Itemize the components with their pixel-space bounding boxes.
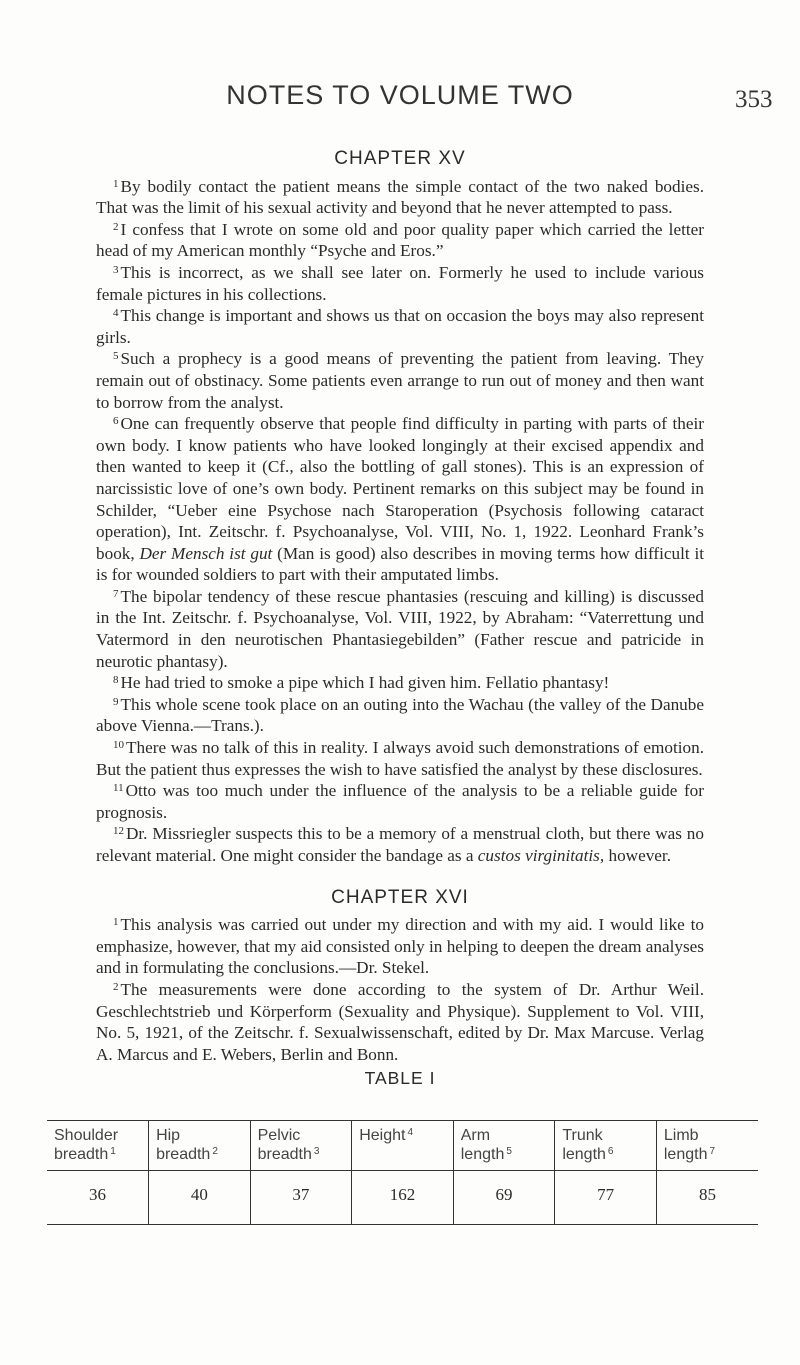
footnote: [96, 823, 704, 866]
footnote: [96, 914, 704, 979]
footnote: [96, 305, 704, 348]
chapter-15-title: CHAPTER XV: [334, 148, 466, 169]
table-cell: 36: [47, 1171, 149, 1225]
footnote-text: This whole scene took place on an outing into the Wachau (the valley of the Danube above Vienna.—Trans.).: [96, 694, 704, 736]
footnote-number: 2: [113, 220, 119, 233]
table-header-cell: Height $^4$: [352, 1121, 454, 1171]
footnote-text: This change is important and shows us that on occasion the boys may also represent girls.: [96, 306, 704, 347]
footnote-text: Such a prophecy is a good means of preventing the patient from leaving. They remain out of obstinacy. Some patients even arrange to run out of money and then want to borrow from the analyst.: [96, 349, 704, 412]
footnote-number: 5: [113, 350, 119, 363]
latin-phrase: custos virginitatis,: [477, 846, 605, 865]
footnote-number: 7: [113, 587, 119, 600]
measurements-table: [47, 1120, 758, 1225]
footnote: [96, 737, 704, 780]
footnote-number: 4: [113, 307, 119, 320]
footnote: [96, 413, 704, 586]
footnote-text: This is incorrect, as we shall see later on. Formerly he used to include various female pictures in his collections.: [96, 262, 704, 304]
footnote-number: 3: [113, 263, 119, 276]
table-cell: 77: [555, 1171, 657, 1225]
table-header-cell: Pelvic breadth $^3$: [250, 1121, 352, 1171]
footnote: [96, 348, 704, 413]
footnote-text: One can frequently observe that people find difficulty in parting with parts of their own body. I know patients who have looked longingly at their excised appendix and then wanted to keep it (Cf., also the bottling of gall stones). This is an expression of narcissistic love of one’s own body. Pertinent remarks on this subject may be found in Schilder, “Ueber eine Psychose nach Staroperation (Psychosis following cataract operation), Int. Zeitschr. f. Psychoanalyse, Vol. VIII, No. 1, 1922. Leonhard Frank’s book,: [96, 414, 704, 563]
footnote-text: By bodily contact the patient means the simple contact of the two naked bodies. That was the limit of his sexual activity and beyond that he never attempted to pass.: [96, 176, 704, 218]
table-header-cell: Trunk length $^6$: [555, 1121, 657, 1171]
footnote-text: Dr. Missriegler suspects this to be a memory of a menstrual cloth, but there was no relevant material. One might consider the bandage as a: [96, 824, 704, 865]
footnote-number: 6: [113, 415, 119, 428]
footnote-text: There was no talk of this in reality. I always avoid such demonstrations of emotion. But the patient thus expresses the wish to have satisfied the analyst by these disclosures.: [96, 738, 704, 779]
footnote-text: The bipolar tendency of these rescue phantasies (rescuing and killing) is discussed in the Int. Zeitschr. f. Psychoanalyse, Vol. VIII, 1922, by Abraham: “Vaterrettung und Vatermord in den neurotischen Phantasiegebilden” (Father rescue and patricide in neurotic phantasy).: [96, 586, 704, 671]
table-header-cell: Shoulder breadth $^1$: [47, 1121, 149, 1171]
footnote-number: 1: [113, 916, 119, 929]
table-cell: 37: [250, 1171, 352, 1225]
footnote-number: 9: [113, 695, 119, 708]
footnote-number: 10: [113, 739, 124, 752]
footnote-text: He had tried to smoke a pipe which I had given him. Fellatio phantasy!: [120, 673, 610, 693]
footnote: [96, 979, 704, 1065]
table-cell: 162: [352, 1171, 454, 1225]
page-number: 353: [735, 86, 773, 113]
table-header-cell: Arm length $^5$: [453, 1121, 555, 1171]
footnote-text: Otto was too much under the influence of the analysis to be a reliable guide for prognosis.: [96, 781, 704, 822]
footnote-text: This analysis was carried out under my direction and with my aid. I would like to emphasize, however, that my aid consisted only in helping to deepen the dream analyses and in formulating the conclusions.—Dr. Stekel.: [96, 915, 704, 978]
footnote-number: 12: [113, 825, 124, 838]
footnote-text: (Man is good) also describes in moving terms how difficult it is for wounded soldiers to part with their amputated limbs.: [96, 543, 705, 585]
page-content: [96, 148, 704, 1106]
footnote: [96, 219, 704, 262]
table-header-cell: Limb length $^7$: [656, 1121, 758, 1171]
table-cell: 40: [149, 1171, 251, 1225]
table-cell: 85: [656, 1171, 758, 1225]
book-title: Der Mensch ist gut: [139, 543, 273, 563]
running-head: NOTES TO VOLUME TWO: [226, 80, 574, 110]
footnote: [96, 262, 704, 305]
footnote-text: I confess that I wrote on some old and poor quality paper which carried the letter head of my American monthly “Psyche and Eros.”: [96, 219, 704, 261]
table-cell: 69: [453, 1171, 555, 1225]
footnote: [96, 176, 704, 219]
footnote: [96, 672, 704, 694]
footnote-number: 11: [113, 782, 124, 795]
table-row: [47, 1171, 758, 1225]
chapter-16-title: CHAPTER XVI: [331, 886, 469, 908]
footnote: [96, 694, 704, 737]
footnote: [96, 780, 704, 823]
footnote: [96, 586, 704, 672]
table-title: TABLE I: [364, 1068, 436, 1089]
table-header-row: [47, 1121, 758, 1171]
footnote-text: however.: [608, 846, 671, 865]
footnote-number: 1: [113, 177, 119, 190]
footnote-number: 2: [113, 980, 119, 993]
table-header-cell: Hip breadth $^2$: [149, 1121, 251, 1171]
footnote-number: 8: [113, 674, 119, 687]
footnote-text: The measurements were done according to the system of Dr. Arthur Weil. Geschlechtstrieb und Körperform (Sexuality and Physique). Supplement to Vol. VIII, No. 5, 1921, of the Zeitschr. f. Sexualwissenschaft, edited by Dr. Max Marcuse. Verlag A. Marcus and E. Webers, Berlin and Bonn.: [96, 979, 704, 1064]
